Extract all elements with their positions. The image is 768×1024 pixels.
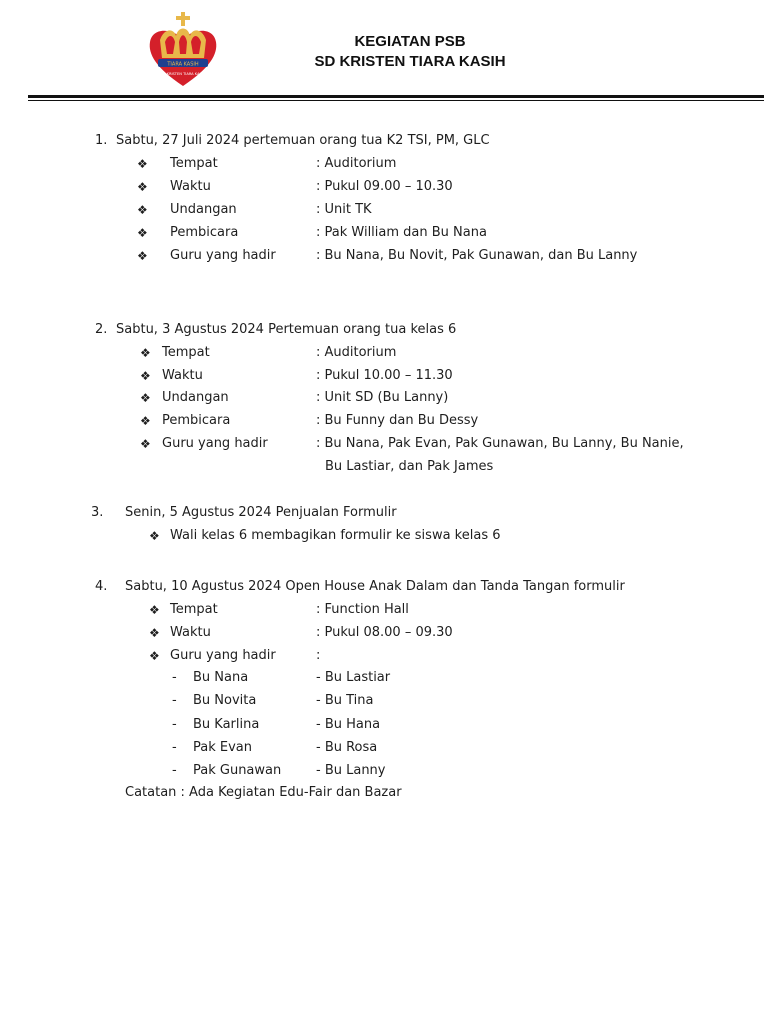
bullet-icon: ❖ bbox=[149, 529, 160, 543]
row-label: Guru yang hadir bbox=[170, 248, 276, 263]
bullet-icon: ❖ bbox=[149, 649, 160, 663]
row-value: : Auditorium bbox=[316, 156, 397, 171]
row-value: : bbox=[316, 648, 321, 663]
bullet-icon: ❖ bbox=[140, 414, 151, 428]
row-value-continued: Bu Lastiar, dan Pak James bbox=[325, 459, 494, 474]
teacher-dash: - bbox=[172, 670, 177, 685]
row-value: : Unit SD (Bu Lanny) bbox=[316, 390, 449, 405]
teacher-dash: - bbox=[172, 717, 177, 732]
header-rule-thin bbox=[28, 100, 764, 101]
section-heading: Sabtu, 3 Agustus 2024 Pertemuan orang tua kelas 6 bbox=[116, 322, 457, 337]
page-title-line1: KEGIATAN PSB bbox=[354, 33, 466, 50]
row-value: : Bu Funny dan Bu Dessy bbox=[316, 413, 479, 428]
bullet-icon: ❖ bbox=[149, 626, 160, 640]
bullet-icon: ❖ bbox=[137, 203, 148, 217]
teacher-right: - Bu Hana bbox=[316, 717, 381, 732]
row-label: Waktu bbox=[162, 368, 203, 383]
section-number: 2. bbox=[95, 322, 108, 337]
row-value: : Pukul 08.00 – 09.30 bbox=[316, 625, 453, 640]
section-number: 1. bbox=[95, 133, 108, 148]
row-value: : Pukul 09.00 – 10.30 bbox=[316, 179, 453, 194]
logo-text-top: TIARA KASIH bbox=[167, 61, 199, 68]
row-label: Tempat bbox=[170, 156, 218, 171]
section-number: 4. bbox=[95, 579, 108, 594]
row-value: : Bu Nana, Pak Evan, Pak Gunawan, Bu Lanny, Bu Nanie, bbox=[316, 436, 684, 451]
row-value: : Pukul 10.00 – 11.30 bbox=[316, 368, 453, 383]
row-label: Undangan bbox=[170, 202, 237, 217]
teacher-left: Bu Novita bbox=[193, 693, 257, 708]
section-heading: Senin, 5 Agustus 2024 Penjualan Formulir bbox=[125, 505, 397, 520]
row-label: Waktu bbox=[170, 625, 211, 640]
row-label: Waktu bbox=[170, 179, 211, 194]
header-rule-thick bbox=[28, 95, 764, 98]
teacher-right: - Bu Lastiar bbox=[316, 670, 391, 685]
logo-text-bottom: SD KRISTEN TIARA KASIH bbox=[160, 72, 206, 76]
row-label: Tempat bbox=[170, 602, 218, 617]
row-label: Pembicara bbox=[170, 225, 239, 240]
row-label: Undangan bbox=[162, 390, 229, 405]
section-heading: Sabtu, 27 Juli 2024 pertemuan orang tua K2 TSI, PM, GLC bbox=[116, 133, 490, 148]
row-value: : Function Hall bbox=[316, 602, 409, 617]
row-value: : Unit TK bbox=[316, 202, 372, 217]
row-label: Pembicara bbox=[162, 413, 231, 428]
teacher-right: - Bu Rosa bbox=[316, 740, 378, 755]
bullet-icon: ❖ bbox=[137, 249, 148, 263]
row-label: Wali kelas 6 membagikan formulir ke siswa kelas 6 bbox=[170, 528, 501, 543]
bullet-icon: ❖ bbox=[137, 180, 148, 194]
school-logo bbox=[146, 12, 220, 88]
bullet-icon: ❖ bbox=[149, 603, 160, 617]
teacher-dash: - bbox=[172, 693, 177, 708]
teacher-dash: - bbox=[172, 740, 177, 755]
teacher-left: Pak Evan bbox=[193, 740, 252, 755]
teacher-left: Pak Gunawan bbox=[193, 763, 282, 778]
row-label: Guru yang hadir bbox=[162, 436, 268, 451]
note: Catatan : Ada Kegiatan Edu-Fair dan Bazar bbox=[125, 785, 402, 800]
section-heading: Sabtu, 10 Agustus 2024 Open House Anak Dalam dan Tanda Tangan formulir bbox=[125, 579, 625, 594]
bullet-icon: ❖ bbox=[140, 346, 151, 360]
teacher-right: - Bu Tina bbox=[316, 693, 374, 708]
section-number: 3. bbox=[91, 505, 104, 520]
bullet-icon: ❖ bbox=[140, 369, 151, 383]
teacher-right: - Bu Lanny bbox=[316, 763, 386, 778]
bullet-icon: ❖ bbox=[140, 437, 151, 451]
row-value: : Pak William dan Bu Nana bbox=[316, 225, 487, 240]
page-title-line2: SD KRISTEN TIARA KASIH bbox=[314, 53, 506, 70]
bullet-icon: ❖ bbox=[137, 157, 148, 171]
row-value: : Auditorium bbox=[316, 345, 397, 360]
teacher-left: Bu Karlina bbox=[193, 717, 260, 732]
teacher-dash: - bbox=[172, 763, 177, 778]
bullet-icon: ❖ bbox=[137, 226, 148, 240]
teacher-left: Bu Nana bbox=[193, 670, 249, 685]
row-label: Tempat bbox=[162, 345, 210, 360]
row-value: : Bu Nana, Bu Novit, Pak Gunawan, dan Bu Lanny bbox=[316, 248, 638, 263]
bullet-icon: ❖ bbox=[140, 391, 151, 405]
row-label: Guru yang hadir bbox=[170, 648, 276, 663]
